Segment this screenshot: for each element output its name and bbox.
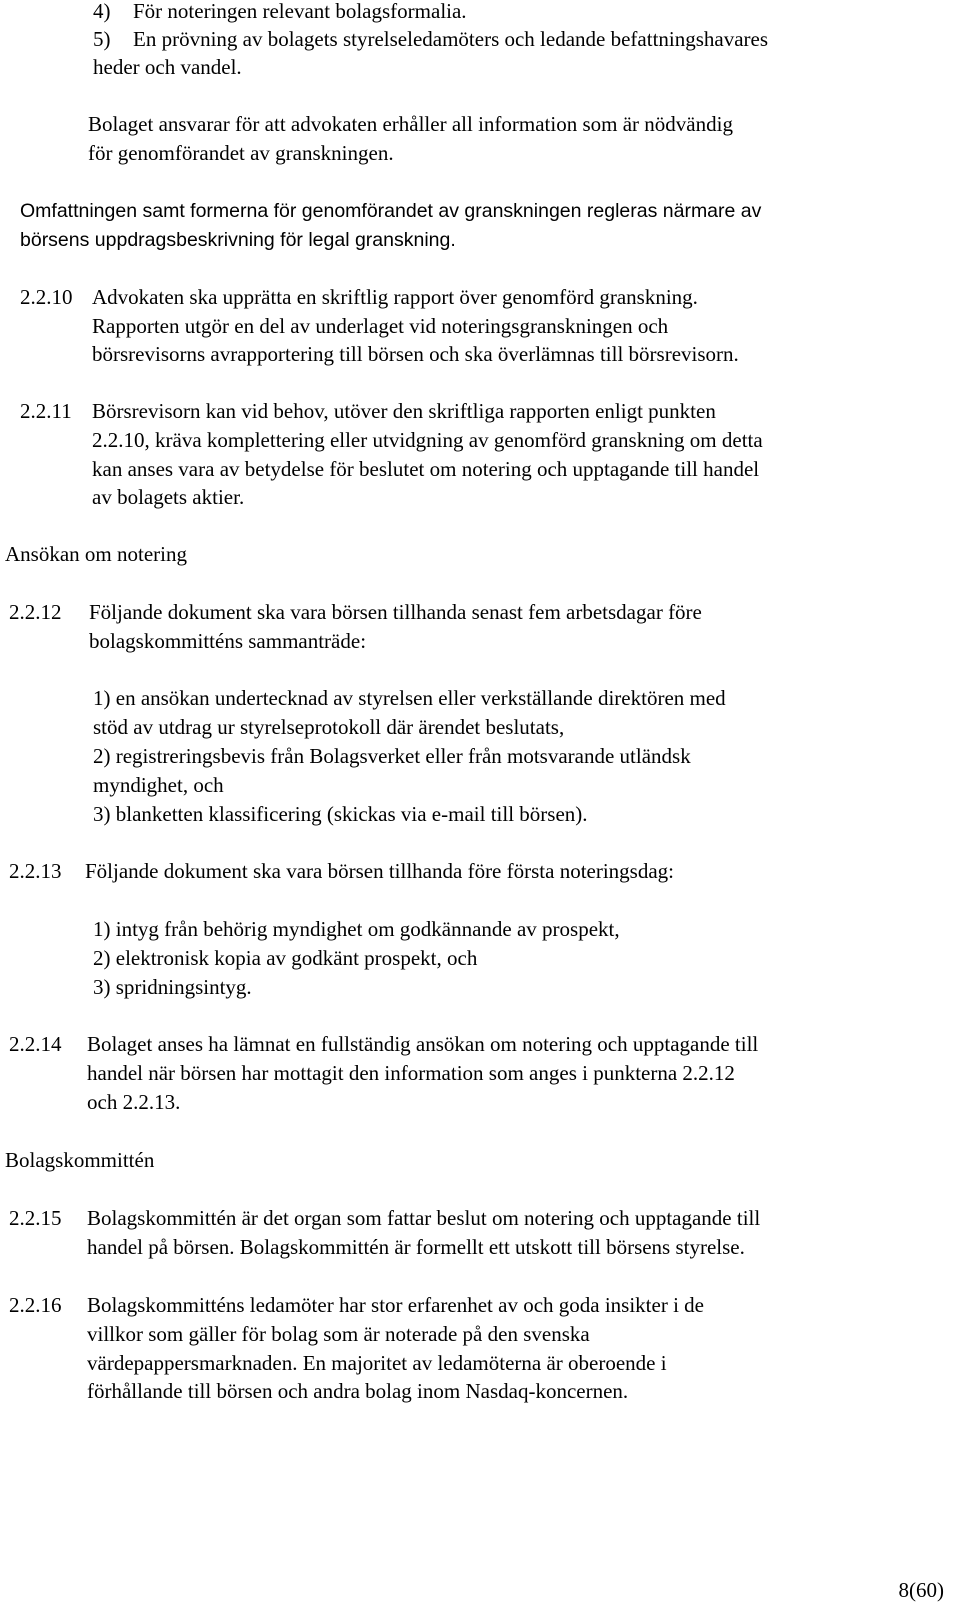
section-number: 2.2.14: [9, 1032, 62, 1056]
section-line: Börsrevisorn kan vid behov, utöver den skriftliga rapporten enligt punkten: [92, 399, 716, 423]
section-line: Rapporten utgör en del av underlaget vid noteringsgranskningen och: [92, 314, 669, 338]
paragraph-line: för genomförandet av granskningen.: [88, 141, 394, 165]
section-number: 2.2.10: [20, 285, 73, 309]
list-item-text: myndighet, och: [93, 773, 224, 797]
section-number: 2.2.12: [9, 600, 62, 624]
paragraph-line: börsens uppdragsbeskrivning för legal granskning.: [20, 229, 456, 251]
list-item-text: stöd av utdrag ur styrelseprotokoll där ärendet beslutats,: [93, 715, 565, 739]
section-line: Bolagskommitténs ledamöter har stor erfarenhet av och goda insikter i de: [87, 1293, 704, 1317]
section-line: och 2.2.13.: [87, 1090, 181, 1114]
list-item-text: En prövning av bolagets styrelseledamöters och ledande befattningshavares: [133, 27, 769, 51]
section-number: 2.2.16: [9, 1293, 62, 1317]
section-line: Följande dokument ska vara börsen tillhanda före första noteringsdag:: [85, 859, 675, 883]
section-line: handel på börsen. Bolagskommittén är formellt ett utskott till börsens styrelse.: [87, 1235, 745, 1259]
section-line: bolagskommitténs sammanträde:: [89, 629, 367, 653]
list-item-text: 1) en ansökan undertecknad av styrelsen eller verkställande direktören med: [93, 686, 726, 710]
section-line: villkor som gäller för bolag som är noterade på den svenska: [87, 1322, 590, 1346]
section-line: Bolagskommittén är det organ som fattar beslut om notering och upptagande till: [87, 1206, 761, 1230]
section-line: värdepappersmarknaden. En majoritet av ledamöterna är oberoende i: [87, 1351, 667, 1375]
section-line: förhållande till börsen och andra bolag inom Nasdaq-koncernen.: [87, 1379, 629, 1403]
section-heading: Ansökan om notering: [5, 542, 187, 566]
section-number: 2.2.11: [20, 399, 72, 423]
section-number: 2.2.13: [9, 859, 62, 883]
page-number: 8(60): [898, 1578, 944, 1602]
section-line: av bolagets aktier.: [92, 485, 245, 509]
section-line: börsrevisorns avrapportering till börsen och ska överlämnas till börsrevisorn.: [92, 342, 739, 366]
section-line: handel när börsen har mottagit den information som anges i punkterna 2.2.12: [87, 1061, 735, 1085]
section-line: Bolaget anses ha lämnat en fullständig ansökan om notering och upptagande till: [87, 1032, 759, 1056]
list-item-text: heder och vandel.: [93, 55, 242, 79]
section-line: Följande dokument ska vara börsen tillhanda senast fem arbetsdagar före: [89, 600, 702, 624]
section-heading: Bolagskommittén: [5, 1148, 155, 1172]
list-item-text: 3) spridningsintyg.: [93, 975, 252, 999]
section-line: kan anses vara av betydelse för beslutet om notering och upptagande till handel: [92, 457, 760, 481]
section-line: Advokaten ska upprätta en skriftlig rapport över genomförd granskning.: [92, 285, 698, 309]
list-item-text: 3) blanketten klassificering (skickas via e-mail till börsen).: [93, 802, 588, 826]
section-line: 2.2.10, kräva komplettering eller utvidgning av genomförd granskning om detta: [92, 428, 763, 452]
list-item-text: 2) elektronisk kopia av godkänt prospekt, och: [93, 946, 478, 970]
list-marker: 5): [93, 27, 111, 51]
list-marker: 4): [93, 0, 111, 23]
paragraph-line: Omfattningen samt formerna för genomförandet av granskningen regleras närmare av: [20, 200, 762, 222]
list-item-text: För noteringen relevant bolagsformalia.: [133, 0, 467, 23]
list-item-text: 1) intyg från behörig myndighet om godkännande av prospekt,: [93, 917, 620, 941]
paragraph-line: Bolaget ansvarar för att advokaten erhåller all information som är nödvändig: [88, 112, 733, 136]
list-item-text: 2) registreringsbevis från Bolagsverket eller från motsvarande utländsk: [93, 744, 691, 768]
section-number: 2.2.15: [9, 1206, 62, 1230]
